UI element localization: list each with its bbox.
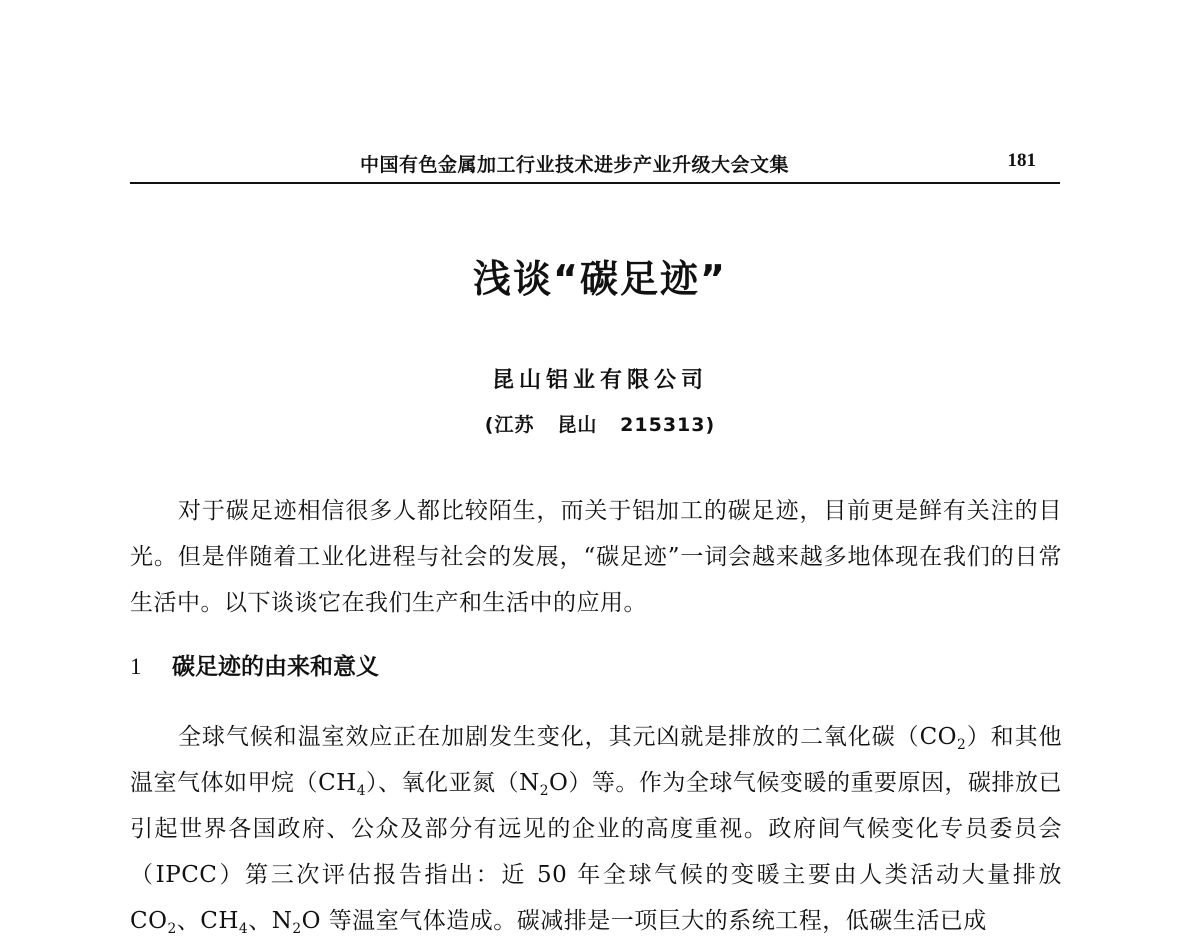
text-segment: 、CH — [176, 908, 239, 934]
text-segment: ）、氧化亚氮（N — [366, 770, 540, 796]
text-segment: 、N — [248, 908, 293, 934]
affiliation-address: (江苏 昆山 215313) — [484, 414, 716, 436]
intro-paragraph: 对于碳足迹相信很多人都比较陌生，而关于铝加工的碳足迹，目前更是鲜有关注的目光。但是伴随着工业化进程与社会的发展，“碳足迹”一词会越来越多地体现在我们的日常生活中。以下谈谈它在我们生产和生活中的应用。 — [130, 498, 1062, 616]
section-paragraph — [130, 714, 1062, 944]
author-organization: 昆山铝业有限公司 — [491, 368, 708, 393]
page-number: 181 — [1007, 150, 1036, 171]
text-segment: 全球气候和温室效应正在加剧发生变化，其元凶就是排放的二氧化碳（CO — [178, 724, 958, 750]
subscript: 4 — [238, 920, 249, 937]
section-title: 碳足迹的由来和意义 — [172, 654, 379, 680]
header-rule — [130, 182, 1060, 184]
article-title: 浅谈“碳足迹” — [473, 257, 727, 301]
subscript: 2 — [539, 782, 549, 799]
subscript: 2 — [957, 736, 967, 753]
subscript: 2 — [167, 920, 177, 937]
running-title: 中国有色金属加工行业技术进步产业升级大会文集 — [360, 154, 790, 176]
section-heading — [130, 648, 1030, 681]
running-header — [130, 146, 1060, 180]
section-number: 1 — [130, 654, 142, 679]
text-segment: O）等。作为全球气候变暖的重要原因，碳排放已引起世界各国政府、公众及部分有远见的企业的高度重视。政府间气候变化专员委员会（IPCC）第三次评估报告指出：近 50 年全球气候的变暖主要由人类活动大量排放 CO — [130, 770, 1063, 934]
text-segment: O 等温室气体造成。碳减排是一项巨大的系统工程，低碳生活已成 — [301, 908, 987, 934]
subscript: 2 — [292, 920, 302, 937]
subscript: 4 — [356, 782, 367, 799]
text-segment: ）和其他温室气体如甲烷（CH — [130, 724, 1062, 796]
